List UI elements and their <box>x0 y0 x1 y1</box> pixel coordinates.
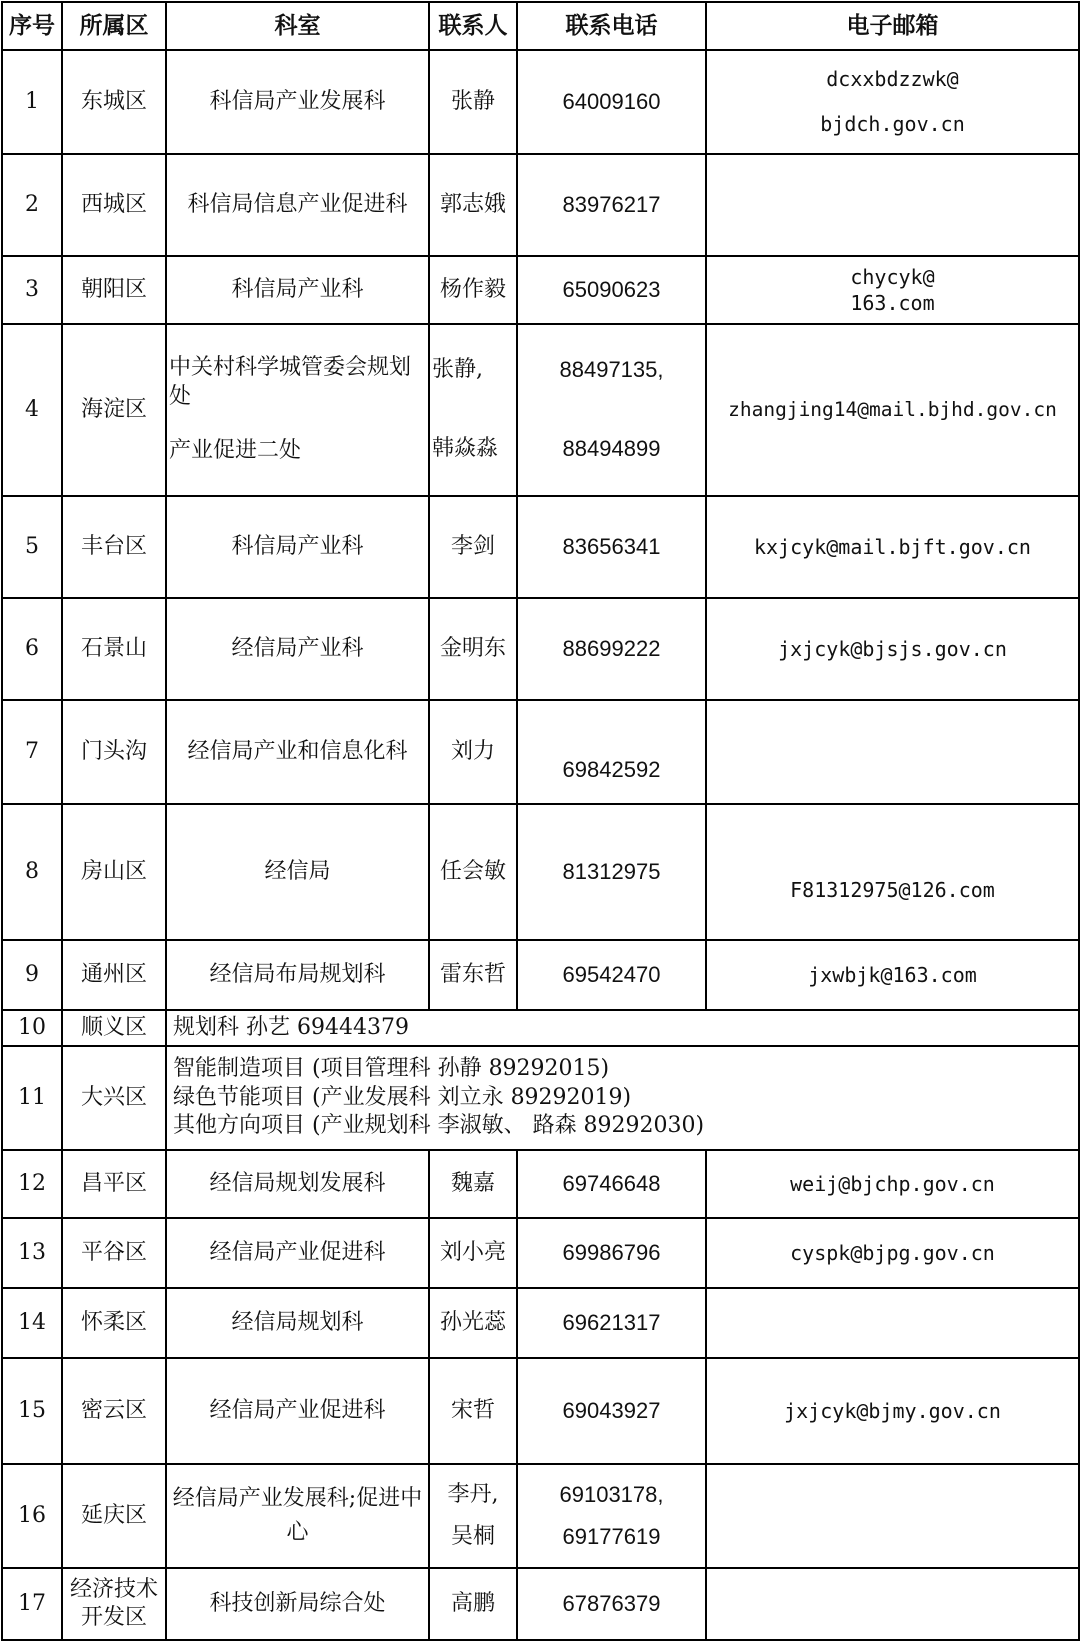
table-row <box>2 804 1079 940</box>
district-cell: 怀柔区 <box>62 1288 166 1358</box>
district-cell: 密云区 <box>62 1358 166 1464</box>
district-line: 经济技术 <box>69 1576 158 1602</box>
email-link[interactable]: 163.com <box>850 291 935 315</box>
phone-line: 88494899 <box>562 436 661 461</box>
email-cell <box>706 1218 1079 1288</box>
header-district: 所属区 <box>62 2 166 50</box>
email-cell <box>706 1150 1079 1218</box>
contact-cell: 刘力 <box>429 700 517 804</box>
email-cell <box>706 598 1079 700</box>
district-cell: 通州区 <box>62 940 166 1010</box>
seq-cell: 4 <box>2 324 62 496</box>
header-row <box>2 2 1079 50</box>
contact-cell: 郭志娥 <box>429 154 517 256</box>
office-cell: 科技创新局综合处 <box>166 1568 429 1640</box>
contact-cell: 李剑 <box>429 496 517 598</box>
phone-cell: 69986796 <box>517 1218 706 1288</box>
seq-cell: 2 <box>2 154 62 256</box>
table-row <box>2 1568 1079 1640</box>
contact-line: 李丹, <box>447 1481 499 1507</box>
merged-contact-cell: 规划科 孙艺 69444379 <box>166 1010 1079 1046</box>
contact-line: 张静, <box>432 357 483 383</box>
header-office: 科室 <box>166 2 429 50</box>
table-row <box>2 1010 1079 1046</box>
table-row <box>2 154 1079 256</box>
district-cell: 昌平区 <box>62 1150 166 1218</box>
seq-cell: 7 <box>2 700 62 804</box>
project-line: 智能制造项目 (项目管理科 孙静 89292015) <box>173 1056 610 1082</box>
email-cell <box>706 940 1079 1010</box>
seq-cell: 12 <box>2 1150 62 1218</box>
office-cell: 经信局产业促进科 <box>166 1358 429 1464</box>
phone-cell: 69746648 <box>517 1150 706 1218</box>
contact-table <box>1 1 1080 1641</box>
email-cell <box>706 496 1079 598</box>
table-row <box>2 1218 1079 1288</box>
office-cell: 经信局产业科 <box>166 598 429 700</box>
table-row <box>2 496 1079 598</box>
header-seq: 序号 <box>2 2 62 50</box>
header-email: 电子邮箱 <box>706 2 1079 50</box>
phone-cell: 64009160 <box>517 50 706 154</box>
office-cell: 经信局规划发展科 <box>166 1150 429 1218</box>
email-link[interactable]: kxjcyk@mail.bjft.gov.cn <box>754 534 1031 559</box>
merged-contact-cell <box>166 1046 1079 1150</box>
seq-cell: 6 <box>2 598 62 700</box>
district-cell: 房山区 <box>62 804 166 940</box>
office-cell: 经信局规划科 <box>166 1288 429 1358</box>
email-cell <box>706 700 1079 804</box>
seq-cell: 5 <box>2 496 62 598</box>
seq-cell: 3 <box>2 256 62 324</box>
seq-cell: 14 <box>2 1288 62 1358</box>
table-row <box>2 324 1079 496</box>
email-link[interactable]: bjdch.gov.cn <box>820 112 965 136</box>
office-cell: 科信局产业科 <box>166 256 429 324</box>
district-cell: 平谷区 <box>62 1218 166 1288</box>
district-cell: 大兴区 <box>62 1046 166 1150</box>
contact-cell: 刘小亮 <box>429 1218 517 1288</box>
contact-cell: 高鹏 <box>429 1568 517 1640</box>
phone-cell: 65090623 <box>517 256 706 324</box>
table-row <box>2 1150 1079 1218</box>
email-link[interactable]: dcxxbdzzwk@ <box>826 67 959 91</box>
office-line: 产业促进二处 <box>169 438 302 464</box>
district-cell: 西城区 <box>62 154 166 256</box>
office-cell: 科信局信息产业促进科 <box>166 154 429 256</box>
phone-cell: 67876379 <box>517 1568 706 1640</box>
email-cell <box>706 1568 1079 1640</box>
phone-cell: 69542470 <box>517 940 706 1010</box>
email-link[interactable]: jxjcyk@bjsjs.gov.cn <box>778 636 1007 661</box>
office-cell: 经信局 <box>166 804 429 940</box>
email-cell <box>706 1358 1079 1464</box>
table-row <box>2 1288 1079 1358</box>
table-row <box>2 598 1079 700</box>
district-cell: 石景山 <box>62 598 166 700</box>
phone-cell: 81312975 <box>517 804 706 940</box>
seq-cell: 16 <box>2 1464 62 1568</box>
contact-cell: 孙光蕊 <box>429 1288 517 1358</box>
phone-cell: 83656341 <box>517 496 706 598</box>
contact-line: 吴桐 <box>450 1524 495 1550</box>
district-line: 开发区 <box>80 1605 147 1631</box>
phone-cell: 69621317 <box>517 1288 706 1358</box>
district-cell: 东城区 <box>62 50 166 154</box>
project-line: 其他方向项目 (产业规划科 李淑敏、 路森 89292030) <box>173 1113 705 1139</box>
phone-line: 69103178, <box>559 1481 664 1507</box>
district-cell: 延庆区 <box>62 1464 166 1568</box>
table-row <box>2 1358 1079 1464</box>
phone-line: 88497135, <box>559 357 664 383</box>
district-cell <box>62 1568 166 1640</box>
office-cell <box>166 324 429 496</box>
office-line: 中关村科学城管委会规划处 <box>169 355 412 409</box>
district-cell: 顺义区 <box>62 1010 166 1046</box>
phone-cell: 83976217 <box>517 154 706 256</box>
seq-cell: 1 <box>2 50 62 154</box>
office-cell: 科信局产业发展科 <box>166 50 429 154</box>
district-cell: 门头沟 <box>62 700 166 804</box>
header-phone: 联系电话 <box>517 2 706 50</box>
phone-cell: 69842592 <box>517 700 706 804</box>
contact-cell: 金明东 <box>429 598 517 700</box>
contact-cell: 杨作毅 <box>429 256 517 324</box>
email-link[interactable]: jxjcyk@bjmy.gov.cn <box>784 1398 1001 1423</box>
district-cell: 海淀区 <box>62 324 166 496</box>
email-cell <box>706 804 1079 940</box>
email-link[interactable]: chycyk@ <box>850 265 935 289</box>
seq-cell: 11 <box>2 1046 62 1150</box>
seq-cell: 17 <box>2 1568 62 1640</box>
contact-cell <box>429 324 517 496</box>
project-line: 绿色节能项目 (产业发展科 刘立永 89292019) <box>173 1084 632 1110</box>
seq-cell: 8 <box>2 804 62 940</box>
email-cell <box>706 1464 1079 1568</box>
email-cell <box>706 154 1079 256</box>
table-row <box>2 700 1079 804</box>
table-row <box>2 1046 1079 1150</box>
contact-cell <box>429 1464 517 1568</box>
seq-cell: 13 <box>2 1218 62 1288</box>
phone-cell: 88699222 <box>517 598 706 700</box>
phone-line: 69177619 <box>562 1524 661 1550</box>
office-cell: 科信局产业科 <box>166 496 429 598</box>
table-row <box>2 1464 1079 1568</box>
district-cell: 丰台区 <box>62 496 166 598</box>
email-link[interactable]: zhangjing14@mail.bjhd.gov.cn <box>728 397 1057 421</box>
seq-cell: 9 <box>2 940 62 1010</box>
email-link[interactable]: cyspk@bjpg.gov.cn <box>790 1240 995 1265</box>
office-cell: 经信局产业发展科;促进中心 <box>166 1464 429 1568</box>
office-cell: 经信局产业促进科 <box>166 1218 429 1288</box>
seq-cell: 10 <box>2 1010 62 1046</box>
header-contact: 联系人 <box>429 2 517 50</box>
contact-cell: 张静 <box>429 50 517 154</box>
email-link[interactable]: jxwbjk@163.com <box>808 962 977 987</box>
office-cell: 经信局布局规划科 <box>166 940 429 1010</box>
email-cell <box>706 324 1079 496</box>
table-row <box>2 256 1079 324</box>
phone-cell: 69043927 <box>517 1358 706 1464</box>
table-row <box>2 940 1079 1010</box>
contact-cell: 雷东哲 <box>429 940 517 1010</box>
office-cell: 经信局产业和信息化科 <box>166 700 429 804</box>
email-cell <box>706 256 1079 324</box>
phone-cell <box>517 324 706 496</box>
contact-cell: 宋哲 <box>429 1358 517 1464</box>
email-cell <box>706 50 1079 154</box>
email-cell <box>706 1288 1079 1358</box>
phone-cell <box>517 1464 706 1568</box>
email-link[interactable]: F81312975@126.com <box>790 877 995 902</box>
contact-cell: 魏嘉 <box>429 1150 517 1218</box>
district-cell: 朝阳区 <box>62 256 166 324</box>
contact-cell: 任会敏 <box>429 804 517 940</box>
contact-line: 韩焱淼 <box>432 436 499 461</box>
table-row <box>2 50 1079 154</box>
seq-cell: 15 <box>2 1358 62 1464</box>
email-link[interactable]: weij@bjchp.gov.cn <box>790 1171 995 1196</box>
